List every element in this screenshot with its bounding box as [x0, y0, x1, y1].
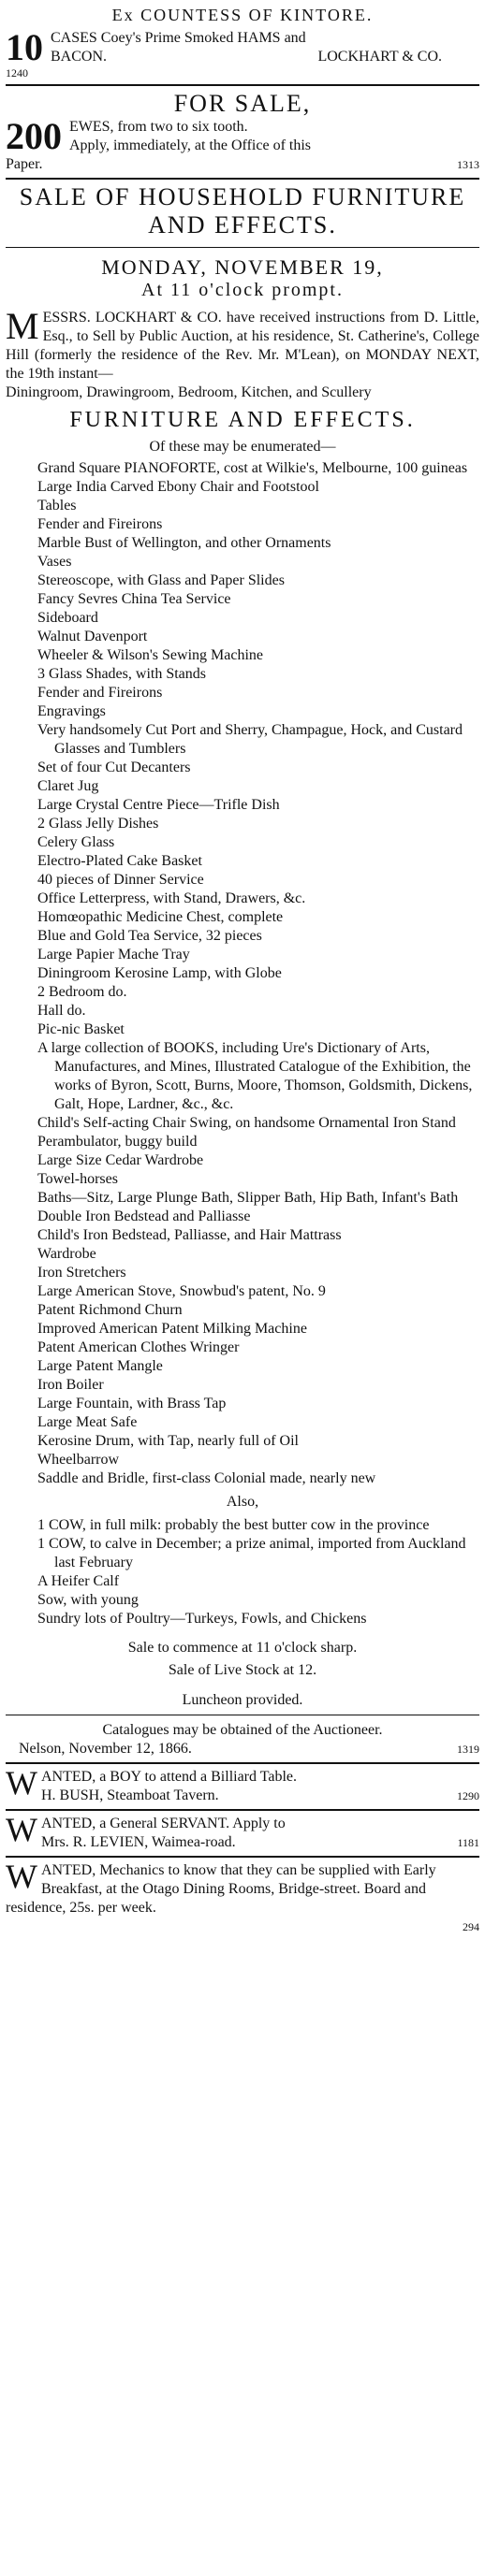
ad-wanted-mechanics [6, 1858, 479, 1936]
drop-cap: W [6, 1811, 37, 1848]
ad-code: 1313 [457, 158, 479, 171]
ad-code: 1181 [457, 1836, 479, 1849]
list-item: Large India Carved Ebony Chair and Footstool [37, 479, 319, 495]
list-item: Vases [37, 554, 72, 570]
list-item: Walnut Davenport [37, 629, 148, 644]
list-item: Wardrobe [37, 1246, 96, 1262]
list-item: Very handsomely Cut Port and Sherry, Champague, Hock, and Custard Glasses and Tumblers [37, 722, 463, 757]
ad-line: CASES Coey's Prime Smoked HAMS and [51, 30, 306, 46]
list-item: Large Crystal Centre Piece—Trifle Dish [37, 797, 280, 813]
ad-firm: LOCKHART & CO. [317, 49, 442, 65]
ad-line: Apply, immediately, at the Office of this [69, 137, 312, 153]
livestock-item: 1 COW, to calve in December; a prize animal, imported from Auckland last February [37, 1536, 466, 1570]
ad-quantity: 10 [6, 26, 43, 68]
ad-furniture-sale [6, 183, 479, 1758]
list-item: Baths—Sitz, Large Plunge Bath, Slipper Bath, Hip Bath, Infant's Bath [37, 1190, 459, 1206]
list-item: Patent Richmond Churn [37, 1302, 183, 1318]
list-item: Large Fountain, with Brass Tap [37, 1396, 227, 1411]
list-item: Homœopathic Medicine Chest, complete [37, 909, 284, 925]
list-item: Marble Bust of Wellington, and other Ornaments [37, 535, 331, 551]
livestock-item: Sow, with young [37, 1592, 139, 1608]
list-item: Tables [37, 498, 77, 514]
list-item: Office Letterpress, with Stand, Drawers, &c. [37, 890, 306, 906]
list-item: Celery Glass [37, 834, 115, 850]
list-item: 2 Bedroom do. [37, 984, 127, 1000]
list-item: 3 Glass Shades, with Stands [37, 666, 206, 682]
list-item: Towel-horses [37, 1171, 118, 1187]
list-item: Claret Jug [37, 778, 99, 794]
wanted-line: H. BUSH, Steamboat Tavern. [40, 1787, 219, 1803]
list-item: Engravings [37, 703, 106, 719]
list-item: Large American Stove, Snowbud's patent, No. 9 [37, 1283, 326, 1299]
list-item: Diningroom Kerosine Lamp, with Globe [37, 965, 282, 981]
ad-line: BACON. [51, 49, 108, 65]
list-item: Pic-nic Basket [37, 1021, 125, 1037]
ad-heading: FOR SALE, [173, 90, 312, 117]
sale-notice: Sale of Live Stock at 12. [168, 1662, 317, 1678]
list-item: Large Meat Safe [37, 1414, 138, 1430]
sale-notice: Luncheon provided. [182, 1692, 303, 1708]
list-item: Saddle and Bridle, first-class Colonial made, nearly new [37, 1470, 376, 1486]
list-item: Iron Boiler [37, 1377, 104, 1393]
sale-date: MONDAY, NOVEMBER 19, [101, 255, 384, 279]
drop-cap: W [6, 1764, 37, 1802]
divider [6, 1809, 479, 1811]
sale-title: AND EFFECTS. [148, 211, 337, 239]
ad-wanted-servant [6, 1811, 479, 1852]
list-item: Double Iron Bedstead and Palliasse [37, 1208, 251, 1224]
sale-rooms: Diningroom, Drawingroom, Bedroom, Kitchen, and Scullery [6, 384, 372, 400]
list-item: A large collection of BOOKS, including Ure's Dictionary of Arts, Manufactures, and Mines, Illustrated Catalogue of the Exhibition, the works of Byron, Scott, Burns, Moore, Thomson, Goldsmith, Dickens, Galt, Hope, Lardner, &c., &c. [37, 1040, 473, 1112]
item-list [6, 459, 479, 1488]
ad-code: 1319 [457, 1743, 479, 1756]
drop-cap: M [6, 305, 39, 347]
list-item: Hall do. [37, 1003, 86, 1019]
list-item: Perambulator, buggy build [37, 1134, 198, 1150]
divider [6, 84, 479, 86]
ad-hams [6, 0, 479, 80]
livestock-item: 1 COW, in full milk: probably the best butter cow in the province [37, 1517, 430, 1533]
list-item: Electro-Plated Cake Basket [37, 853, 202, 869]
list-item: Grand Square PIANOFORTE, cost at Wilkie's, Melbourne, 100 guineas [37, 460, 468, 476]
sale-intro: ESSRS. LOCKHART & CO. have received instructions from D. Little, Esq., to Sell by Public Auction, at his residence, St. Catherine's, College Hill (formerly the residence of the Rev. Mr. M'Lean), on MONDAY NEXT, the 19th instant— [6, 310, 479, 382]
wanted-line: ANTED, a BOY to attend a Billiard Table. [40, 1769, 298, 1785]
wanted-line: ANTED, a General SERVANT. Apply to [40, 1816, 286, 1831]
livestock-item: Sundry lots of Poultry—Turkeys, Fowls, and Chickens [37, 1611, 367, 1627]
divider [6, 1762, 479, 1764]
ad-code: 1290 [457, 1789, 479, 1802]
list-item: Improved American Patent Milking Machine [37, 1321, 307, 1337]
list-item: Fender and Fireirons [37, 516, 163, 532]
section-title: FURNITURE AND EFFECTS. [69, 408, 416, 432]
livestock-item: A Heifer Calf [37, 1573, 120, 1589]
sale-dateline: Nelson, November 12, 1866. [19, 1741, 192, 1757]
list-item: Child's Iron Bedstead, Palliasse, and Hair Mattrass [37, 1227, 342, 1243]
divider [6, 1856, 479, 1858]
sale-notice: Sale to commence at 11 o'clock sharp. [127, 1640, 358, 1656]
wanted-line: Mrs. R. LEVIEN, Waimea-road. [40, 1834, 236, 1850]
list-item: Large Patent Mangle [37, 1358, 163, 1374]
divider [6, 247, 479, 248]
ad-quantity: 200 [6, 115, 62, 157]
list-item: Blue and Gold Tea Service, 32 pieces [37, 928, 262, 944]
livestock-list [6, 1516, 479, 1628]
sale-title: SALE OF HOUSEHOLD FURNITURE [19, 183, 466, 210]
list-item: Fancy Sevres China Tea Service [37, 591, 231, 607]
ad-code: 294 [463, 1920, 479, 1933]
list-item: Set of four Cut Decanters [37, 760, 191, 775]
list-item: 40 pieces of Dinner Service [37, 872, 204, 888]
sale-time: At 11 o'clock prompt. [141, 280, 344, 300]
list-item: Child's Self-acting Chair Swing, on handsome Ornamental Iron Stand [37, 1115, 456, 1131]
drop-cap: W [6, 1858, 37, 1895]
ad-code: 1240 [6, 66, 28, 80]
list-item: 2 Glass Jelly Dishes [37, 816, 159, 832]
enumerated-note: Of these may be enumerated— [149, 439, 336, 455]
divider [6, 178, 479, 180]
list-item: Wheelbarrow [37, 1452, 120, 1468]
list-item: Iron Stretchers [37, 1265, 126, 1281]
ad-ewes [6, 90, 479, 174]
list-item: Large Size Cedar Wardrobe [37, 1152, 204, 1168]
ad-line: Paper. [6, 156, 43, 172]
wanted-text: ANTED, Mechanics to know that they can be supplied with Early Breakfast, at the Otago Dining Rooms, Bridge-street. Board and residence, 25s. per week. [6, 1862, 436, 1916]
also-label: Also, [226, 1494, 259, 1510]
list-item: Fender and Fireirons [37, 685, 163, 701]
ad-line: EWES, from two to six tooth. [69, 119, 248, 135]
list-item: Sideboard [37, 610, 98, 626]
ad-headline: Ex COUNTESS OF KINTORE. [111, 6, 374, 24]
list-item: Patent American Clothes Wringer [37, 1339, 240, 1355]
list-item: Large Papier Mache Tray [37, 947, 190, 962]
list-item: Kerosine Drum, with Tap, nearly full of Oil [37, 1433, 299, 1449]
ad-wanted-boy [6, 1764, 479, 1805]
list-item: Stereoscope, with Glass and Paper Slides [37, 572, 285, 588]
catalogues-note: Catalogues may be obtained of the Auctioneer. [102, 1722, 383, 1738]
list-item: Wheeler & Wilson's Sewing Machine [37, 647, 263, 663]
